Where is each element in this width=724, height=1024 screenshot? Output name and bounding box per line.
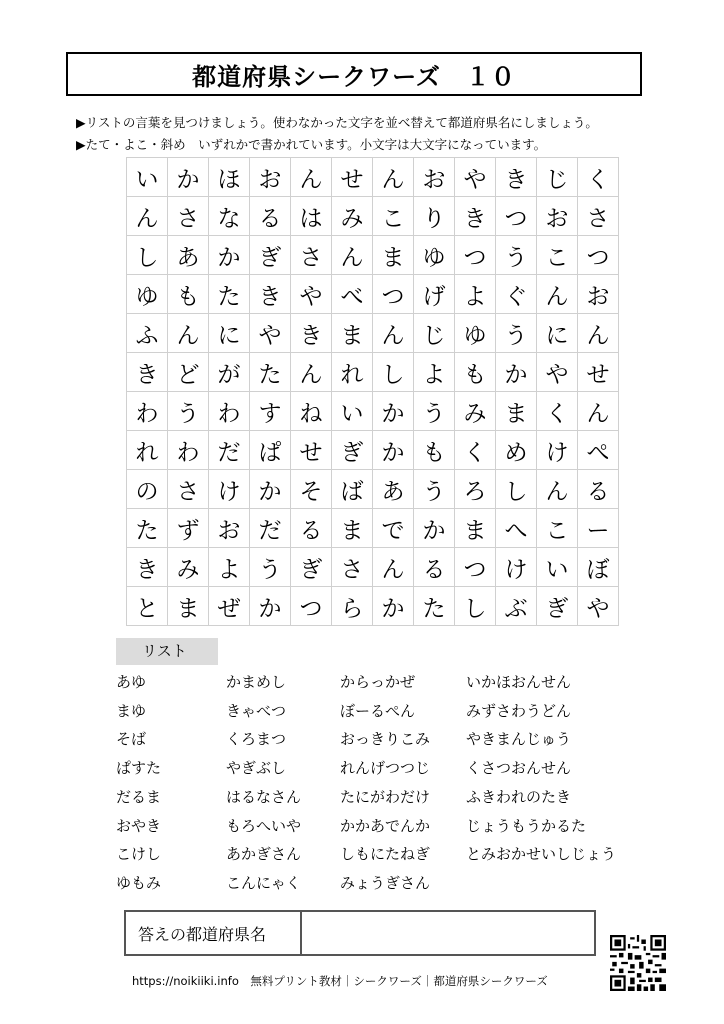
grid-cell: き	[496, 158, 537, 197]
grid-cell: こ	[373, 197, 414, 236]
grid-cell: き	[127, 548, 168, 587]
grid-cell: か	[373, 392, 414, 431]
grid-cell: も	[455, 353, 496, 392]
word-list-item: もろへいや	[226, 816, 302, 835]
grid-cell: わ	[127, 392, 168, 431]
grid-cell: で	[373, 509, 414, 548]
grid-cell: や	[455, 158, 496, 197]
word-list-column	[226, 668, 301, 898]
grid-cell: た	[209, 275, 250, 314]
grid-cell: ぎ	[291, 548, 332, 587]
grid-row	[127, 353, 619, 392]
grid-row	[127, 314, 619, 353]
list-label: リスト	[116, 638, 218, 665]
grid-cell: う	[414, 392, 455, 431]
grid-cell: じ	[414, 314, 455, 353]
word-list-item: こけし	[116, 845, 162, 864]
grid-cell: に	[209, 314, 250, 353]
grid-cell: ん	[537, 275, 578, 314]
grid-cell: わ	[168, 431, 209, 470]
grid-cell: や	[291, 275, 332, 314]
word-list-item: じょうもうかるた	[466, 816, 587, 835]
grid-cell: ら	[332, 587, 373, 626]
grid-cell: た	[250, 353, 291, 392]
grid-cell: つ	[496, 197, 537, 236]
grid-row	[127, 587, 619, 626]
grid-cell: ね	[291, 392, 332, 431]
word-list-item: はるなさん	[226, 787, 302, 806]
grid-cell: き	[455, 197, 496, 236]
grid-cell: ま	[496, 392, 537, 431]
word-list-item: ふきわれのたき	[466, 787, 572, 806]
instructions	[76, 112, 598, 156]
word-list-item: あかぎさん	[226, 845, 302, 864]
grid-cell: は	[291, 197, 332, 236]
grid-cell: み	[332, 197, 373, 236]
grid-cell: ま	[455, 509, 496, 548]
grid-cell: へ	[496, 509, 537, 548]
grid-cell: き	[250, 275, 291, 314]
grid-cell: げ	[414, 275, 455, 314]
word-list-item: からっかぜ	[340, 673, 416, 691]
grid-cell: ま	[332, 314, 373, 353]
grid-cell: じ	[537, 158, 578, 197]
grid-cell: ん	[578, 392, 619, 431]
grid-cell: お	[209, 509, 250, 548]
grid-cell: か	[373, 587, 414, 626]
grid-cell: わ	[209, 392, 250, 431]
grid-cell: せ	[332, 158, 373, 197]
instruction-line: ▶たて・よこ・斜め いずれかで書かれています。小文字は大文字になっています。	[76, 137, 547, 152]
grid-cell: け	[209, 470, 250, 509]
word-list-item: そば	[116, 730, 147, 749]
grid-cell: さ	[578, 197, 619, 236]
qr-code-icon	[610, 935, 666, 991]
grid-cell: あ	[168, 236, 209, 275]
grid-cell: け	[496, 548, 537, 587]
grid-cell: お	[250, 158, 291, 197]
grid-cell: し	[455, 587, 496, 626]
grid-cell: ん	[168, 314, 209, 353]
word-list-item: こんにゃく	[226, 873, 301, 892]
word-list-column	[466, 668, 616, 869]
word-list-column	[340, 668, 430, 898]
grid-cell: し	[373, 353, 414, 392]
grid-cell: か	[168, 158, 209, 197]
grid-cell: る	[291, 509, 332, 548]
grid-row	[127, 470, 619, 509]
grid-cell: い	[127, 158, 168, 197]
grid-cell: ん	[291, 353, 332, 392]
grid-cell: う	[496, 314, 537, 353]
grid-cell: が	[209, 353, 250, 392]
grid-cell: ゆ	[414, 236, 455, 275]
word-search-grid	[126, 157, 619, 626]
word-list-item: かまめし	[226, 673, 287, 691]
word-list-item: だるま	[116, 787, 162, 806]
grid-cell: け	[537, 431, 578, 470]
instruction-line: ▶リストの言葉を見つけましょう。使わなかった文字を並べ替えて都道府県名にしましょう。	[76, 115, 598, 130]
word-list-item: おやき	[116, 816, 162, 835]
grid-cell: ぺ	[578, 431, 619, 470]
grid-cell: と	[127, 587, 168, 626]
grid-cell: こ	[537, 236, 578, 275]
grid-cell: よ	[414, 353, 455, 392]
grid-cell: い	[332, 392, 373, 431]
grid-row	[127, 392, 619, 431]
grid-cell: よ	[209, 548, 250, 587]
grid-cell: ま	[168, 587, 209, 626]
grid-cell: や	[537, 353, 578, 392]
grid-cell: ー	[578, 509, 619, 548]
grid-cell: せ	[578, 353, 619, 392]
grid-cell: し	[127, 236, 168, 275]
grid-cell: ほ	[209, 158, 250, 197]
grid-cell: う	[250, 548, 291, 587]
grid-cell: か	[496, 353, 537, 392]
answer-field[interactable]	[302, 912, 594, 954]
word-list-item: あゆ	[116, 673, 147, 691]
grid-cell: ぎ	[250, 236, 291, 275]
grid-cell: み	[455, 392, 496, 431]
word-list-item: くろまつ	[226, 730, 287, 749]
grid-cell: ず	[168, 509, 209, 548]
grid-cell: ゆ	[455, 314, 496, 353]
grid-cell: き	[291, 314, 332, 353]
word-list-item: やきまんじゅう	[466, 730, 572, 749]
grid-cell: も	[168, 275, 209, 314]
grid-cell: す	[250, 392, 291, 431]
word-list-item: たにがわだけ	[340, 787, 431, 806]
word-list-item: まゆ	[116, 701, 147, 720]
grid-cell: お	[414, 158, 455, 197]
grid-row	[127, 236, 619, 275]
footer-text: https://noikiiki.info 無料プリント教材｜シークワーズ｜都道府県シークワーズ	[132, 974, 548, 988]
word-list-item: ぼーるぺん	[340, 701, 416, 720]
grid-cell: う	[168, 392, 209, 431]
grid-cell: ん	[373, 314, 414, 353]
grid-cell: ん	[373, 158, 414, 197]
grid-cell: さ	[168, 470, 209, 509]
grid-cell: や	[250, 314, 291, 353]
grid-cell: う	[414, 470, 455, 509]
grid-cell: た	[127, 509, 168, 548]
word-list-item: おっきりこみ	[340, 730, 431, 749]
grid-cell: ん	[578, 314, 619, 353]
answer-label: 答えの都道府県名	[126, 912, 302, 954]
grid-cell: く	[537, 392, 578, 431]
grid-cell: ん	[332, 236, 373, 275]
grid-cell: そ	[291, 470, 332, 509]
word-list-item: しもにたねぎ	[340, 845, 431, 864]
grid-cell: さ	[168, 197, 209, 236]
grid-cell: か	[250, 470, 291, 509]
grid-cell: き	[127, 353, 168, 392]
grid-cell: つ	[373, 275, 414, 314]
grid-cell: せ	[291, 431, 332, 470]
word-list-item: ぱすた	[116, 759, 162, 778]
grid-cell: た	[414, 587, 455, 626]
word-list-item: やぎぶし	[226, 759, 287, 778]
word-list-item: ゆもみ	[116, 873, 162, 892]
grid-cell: か	[373, 431, 414, 470]
grid-row	[127, 197, 619, 236]
grid-cell: る	[250, 197, 291, 236]
grid-cell: ぱ	[250, 431, 291, 470]
grid-cell: ど	[168, 353, 209, 392]
grid-cell: つ	[291, 587, 332, 626]
grid-cell: お	[537, 197, 578, 236]
grid-row	[127, 509, 619, 548]
grid-row	[127, 548, 619, 587]
word-list-item: とみおかせいしじょう	[466, 845, 617, 864]
grid-cell: ま	[332, 509, 373, 548]
grid-cell: お	[578, 275, 619, 314]
grid-row	[127, 431, 619, 470]
grid-cell: ん	[373, 548, 414, 587]
grid-cell: さ	[332, 548, 373, 587]
grid-cell: か	[414, 509, 455, 548]
grid-cell: ば	[332, 470, 373, 509]
grid-cell: ぐ	[496, 275, 537, 314]
grid-cell: ぎ	[332, 431, 373, 470]
page-title: 都道府県シークワーズ １０	[66, 52, 642, 96]
grid-cell: ぶ	[496, 587, 537, 626]
grid-cell: の	[127, 470, 168, 509]
grid-cell: よ	[455, 275, 496, 314]
grid-cell: れ	[332, 353, 373, 392]
grid-row	[127, 158, 619, 197]
answer-box	[124, 910, 596, 956]
word-list-item: みょうぎさん	[340, 873, 431, 892]
word-list-item: きゃべつ	[226, 701, 287, 720]
grid-cell: る	[578, 470, 619, 509]
grid-cell: ぜ	[209, 587, 250, 626]
grid-cell: だ	[250, 509, 291, 548]
grid-cell: か	[209, 236, 250, 275]
word-list-column	[116, 668, 161, 898]
grid-cell: く	[578, 158, 619, 197]
grid-cell: に	[537, 314, 578, 353]
grid-cell: ま	[373, 236, 414, 275]
grid-cell: れ	[127, 431, 168, 470]
grid-cell: だ	[209, 431, 250, 470]
grid-cell: ふ	[127, 314, 168, 353]
grid-cell: う	[496, 236, 537, 275]
grid-cell: べ	[332, 275, 373, 314]
grid-cell: か	[250, 587, 291, 626]
grid-cell: め	[496, 431, 537, 470]
word-list-item: みずさわうどん	[466, 701, 572, 720]
grid-row	[127, 275, 619, 314]
grid-cell: し	[496, 470, 537, 509]
grid-cell: ゆ	[127, 275, 168, 314]
word-list-item: れんげつつじ	[340, 759, 431, 778]
grid-cell: ろ	[455, 470, 496, 509]
grid-cell: こ	[537, 509, 578, 548]
grid-cell: い	[537, 548, 578, 587]
grid-cell: ん	[127, 197, 168, 236]
grid-cell: な	[209, 197, 250, 236]
grid-cell: も	[414, 431, 455, 470]
grid-cell: ぎ	[537, 587, 578, 626]
grid-cell: る	[414, 548, 455, 587]
grid-cell: ん	[291, 158, 332, 197]
grid-cell: つ	[578, 236, 619, 275]
grid-cell: つ	[455, 548, 496, 587]
grid-cell: つ	[455, 236, 496, 275]
grid-cell: さ	[291, 236, 332, 275]
word-list-item: いかほおんせん	[466, 673, 572, 691]
word-list-item: くさつおんせん	[466, 759, 572, 778]
word-list-item: かかあでんか	[340, 816, 431, 835]
grid-cell: ん	[537, 470, 578, 509]
grid-cell: り	[414, 197, 455, 236]
grid-cell: ぼ	[578, 548, 619, 587]
grid-cell: み	[168, 548, 209, 587]
grid-cell: や	[578, 587, 619, 626]
grid-cell: あ	[373, 470, 414, 509]
grid-cell: く	[455, 431, 496, 470]
